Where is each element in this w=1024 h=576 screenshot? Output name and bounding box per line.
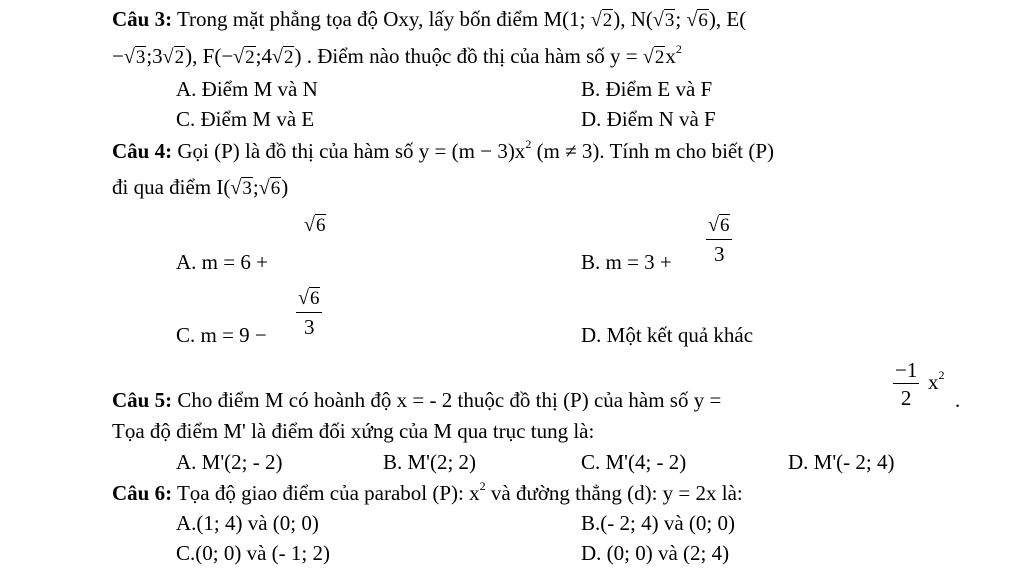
q4-l2-b: ; [252, 175, 259, 199]
q4-option-d[interactable]: D. Một kết quả khác [581, 323, 754, 347]
q4-option-a[interactable]: A. m = 6 + [176, 250, 268, 274]
q3-l2-a: − [112, 44, 124, 68]
q3-stem-b: ), N( [613, 7, 653, 31]
q3-stem-c: ), E( [708, 7, 747, 31]
q4-stem-b: (m ≠ 3). Tính m cho biết (P) [536, 139, 775, 163]
q3-l2-f: x [665, 44, 676, 68]
fraction-denominator: 2 [900, 386, 912, 410]
q6-stem [112, 481, 743, 505]
q5-exponent: 2 [938, 368, 945, 382]
sqrt-symbol: √6 [258, 177, 281, 199]
sqrt-symbol: √3 [123, 46, 146, 68]
q3-option-b[interactable]: B. Điểm E và F [581, 77, 713, 101]
sqrt-symbol: √6 [708, 214, 730, 236]
q3-option-c[interactable]: C. Điểm M và E [176, 107, 315, 131]
sqrt-symbol: √6 [686, 9, 708, 31]
q3-stem-a: Trong mặt phẳng tọa độ Oxy, lấy bốn điểm M(1; [176, 7, 586, 31]
q3-l2-b: ;3 [146, 44, 163, 68]
q3-semicolon: ; [675, 7, 682, 31]
q4-option-a-sqrt [304, 212, 326, 238]
sqrt-symbol: √2 [233, 46, 255, 68]
q4-option-c[interactable]: C. m = 9 − [176, 323, 267, 347]
q5-x-term [928, 370, 945, 394]
q6-stem-b: và đường thẳng (d): y = 2x là: [490, 481, 743, 505]
q5-label: Câu 5: [112, 388, 173, 412]
q4-stem-line2 [112, 175, 288, 201]
q4-option-c-fraction [296, 285, 322, 339]
q6-option-c[interactable]: C.(0; 0) và (- 1; 2) [176, 541, 330, 565]
q4-label: Câu 4: [112, 139, 173, 163]
sqrt-symbol: √2 [590, 9, 613, 31]
q6-label: Câu 6: [112, 481, 173, 505]
q4-option-b-fraction [706, 212, 732, 266]
sqrt-symbol: √3 [652, 9, 675, 31]
q3-stem-line1 [112, 7, 746, 33]
q3-l2-c: ), F(− [185, 44, 234, 68]
sqrt-symbol: √3 [230, 177, 252, 199]
q6-stem-a: Tọa độ giao điểm của parabol (P): x [176, 481, 480, 505]
q3-exponent: 2 [675, 42, 682, 56]
fraction-denominator: 3 [713, 242, 725, 266]
q5-option-c[interactable]: C. M'(4; - 2) [581, 450, 687, 474]
q6-option-a[interactable]: A.(1; 4) và (0; 0) [176, 511, 319, 535]
q4-stem-a: Gọi (P) là đồ thị của hàm số y = (m − 3)x [177, 139, 526, 163]
q5-period: . [955, 388, 961, 412]
q5-option-a[interactable]: A. M'(2; - 2) [176, 450, 283, 474]
sqrt-symbol: √2 [162, 46, 185, 68]
q5-option-b[interactable]: B. M'(2; 2) [383, 450, 477, 474]
q4-l2-a: đi qua điểm I( [112, 175, 231, 199]
sqrt-symbol: √2 [642, 46, 665, 68]
q3-l2-d: ;4 [255, 44, 272, 68]
sqrt-symbol: √6 [304, 214, 326, 236]
q4-exponent: 2 [525, 137, 532, 151]
q3-option-a[interactable]: A. Điểm M và N [176, 77, 318, 101]
q4-l2-c: ) [281, 175, 289, 199]
sqrt-symbol: √6 [298, 287, 320, 309]
q4-stem-line1 [112, 139, 774, 163]
fraction-denominator: 3 [303, 315, 315, 339]
q6-option-b[interactable]: B.(- 2; 4) và (0; 0) [581, 511, 735, 535]
q3-stem-line2 [112, 44, 682, 70]
q5-fraction [893, 358, 919, 410]
q3-l2-e: ) . Điểm nào thuộc đồ thị của hàm số y = [294, 44, 638, 68]
q4-option-b[interactable]: B. m = 3 + [581, 250, 672, 274]
fraction-numerator: −1 [895, 358, 918, 382]
q5-x: x [928, 370, 939, 394]
q3-option-d[interactable]: D. Điểm N và F [581, 107, 716, 131]
q3-label: Câu 3: [112, 7, 173, 31]
sqrt-symbol: √2 [272, 46, 294, 68]
q5-stem-line1 [112, 388, 721, 412]
q5-option-d[interactable]: D. M'(- 2; 4) [788, 450, 895, 474]
q5-stem-line2: Tọa độ điểm M' là điểm đối xứng của M qua trục tung là: [112, 419, 595, 443]
q6-exponent: 2 [479, 479, 486, 493]
q6-option-d[interactable]: D. (0; 0) và (2; 4) [581, 541, 730, 565]
q5-stem-a: Cho điểm M có hoành độ x = - 2 thuộc đồ thị (P) của hàm số y = [177, 388, 722, 412]
